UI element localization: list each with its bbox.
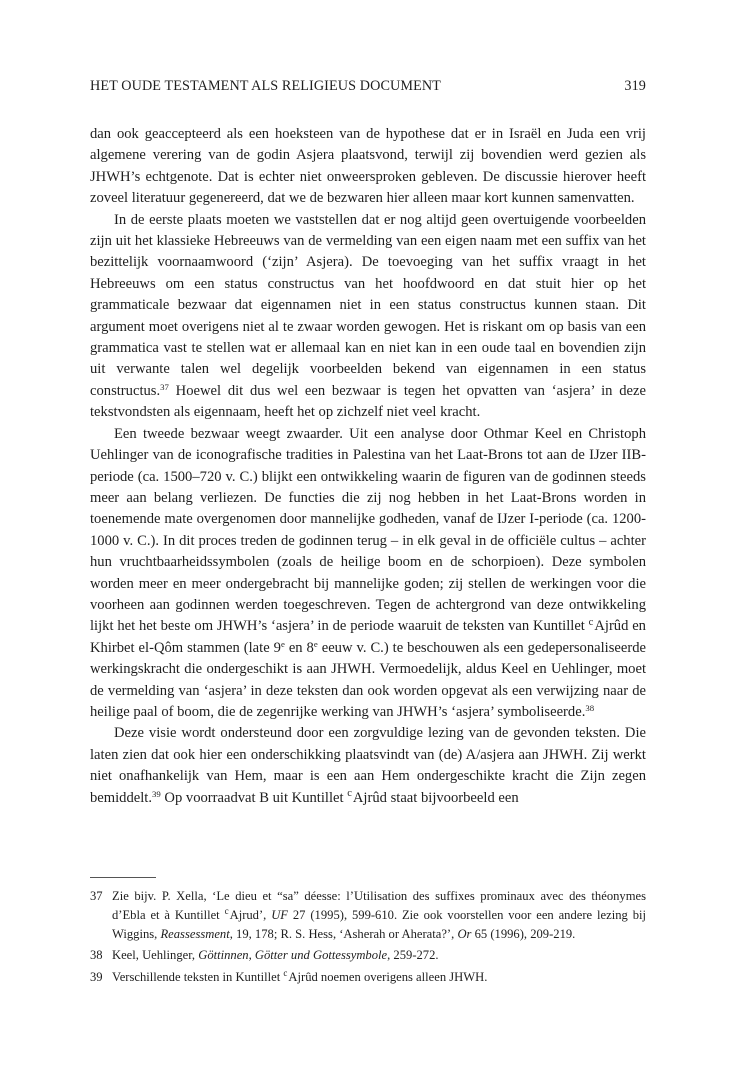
footnotes: [90, 887, 646, 990]
footnote-37: [90, 887, 646, 943]
footnote-number: 37: [90, 889, 103, 903]
footnote-text-part: 27 (1995), 599-610. Zie ook voorstellen voor een andere lezing bij Wiggins,: [112, 907, 646, 941]
footnote-ref-37[interactable]: 37: [160, 381, 169, 392]
paragraph-text: Ajrûd staat bijvoorbeeld een: [352, 789, 519, 806]
footnote-ref-39[interactable]: 39: [152, 788, 161, 799]
paragraph-text: Hoewel dit dus wel een bezwaar is tegen het opvatten van ‘asjera’ in deze tekstvondsten als eigennaam, heeft het op zichzelf niet veel kracht.: [90, 382, 646, 421]
paragraph-3: [90, 424, 646, 724]
journal-title: UF: [271, 907, 288, 922]
footnote-39: [90, 968, 646, 987]
footnote-text-part: Zie bijv. P. Xella, ‘Le dieu et “sa” déesse: l’Utilisation des suffixes prominaux avec des théonymes d’Ebla et à Kuntillet: [112, 889, 646, 922]
ordinal-suffix: e: [280, 638, 285, 649]
body-text: [90, 124, 646, 809]
journal-title: Or: [457, 926, 472, 941]
footnote-text-part: 65 (1996), 209-219.: [471, 926, 576, 941]
paragraph-2: [90, 210, 646, 424]
footnote-separator: [90, 877, 156, 878]
footnote-text: [112, 887, 646, 943]
running-head: [90, 78, 646, 100]
footnote-text: [112, 968, 646, 987]
footnote-text-part: , 19, 178; R. S. Hess, ‘Asherah or Aherata?’,: [229, 926, 458, 941]
footnote-text-part: Keel, Uehlinger,: [112, 948, 199, 963]
ordinal-suffix: e: [313, 638, 318, 649]
paragraph-text: eeuw v. C.) te beschouwen als een gedepersonaliseerde werkingskracht die ondergeschikt is aan JHWH. Vermoedelijk, aldus Keel en Uehlinger, moet de vermelding van ‘asjera’ in deze teksten dan ook worden opgevat als een verwijzing naar de heilige paal of boom, die de zegenrijke werking van JHWH’s ‘asjera’ symboliseerde.: [90, 639, 646, 720]
footnote-text-part: , 259-272.: [387, 948, 439, 963]
paragraph-1: [90, 124, 646, 210]
ayin-mark: c: [224, 905, 229, 916]
footnote-text: [112, 946, 646, 965]
ayin-mark: c: [347, 787, 352, 799]
paragraph-text: dan ook geaccepteerd als een hoeksteen van de hypothese dat er in Israël en Juda een vrij algemene verering van de godin Asjera plaatsvond, terwijl zij bovendien werd gezien als JHWH’s echtgenote. Dat is echter niet onweersproken gebleven. De discussie hierover heeft zoveel literatuur gegenereerd, dat we de bezwaren hier alleen maar kort kunnen samenvatten.: [90, 126, 646, 207]
footnote-text-part: Ajrûd noemen overigens alleen JHWH.: [288, 970, 488, 985]
paragraph-text: In de eerste plaats moeten we vaststellen dat er nog altijd geen overtuigende voorbeelden zijn uit het klassieke Hebreeuws van de vermelding van een eigen naam met een suffix van het bezittelijk voornaamwoord (‘zijn’ Asjera). De toevoeging van het suffix vraagt in het Hebreeuws om een status constructus van het hoofdwoord en dat stuit hier op het grammaticale bezwaar dat eigennamen niet in een status constructus kunnen staan. Dit argument moet overigens niet al te zwaar worden gewogen. Het is riskant om op basis van een grammatica vast te stellen wat er allemaal kan en niet kan in een oude taal en bovendien zijn uit verwante talen wel degelijk voorbeelden bekend van eigennamen in een status constructus.: [90, 211, 646, 399]
footnote-number: 39: [90, 970, 103, 985]
footnote-38: [90, 946, 646, 965]
paragraph-text: Ajrûd en Khirbet el-Qôm stammen (late 9: [90, 618, 646, 656]
footnote-text-part: Ajrud’,: [229, 907, 272, 922]
paragraph-text: Op voorraadvat B uit Kuntillet: [160, 789, 348, 806]
running-title: HET OUDE TESTAMENT ALS RELIGIEUS DOCUMENT: [90, 78, 441, 94]
paragraph-text: Een tweede bezwaar weegt zwaarder. Uit een analyse door Othmar Keel en Christoph Uehlinger van de iconografische tradities in Palestina van het Laat-Brons tot aan de IJzer IIB-periode (ca. 1500–720 v. C.) blijkt een ontwikkeling waarin de figuren van de godinnen steeds meer aan belang verliezen. De functies die zij nog hebben in het Laat-Brons worden in toenemende mate overgenomen door mannelijke godheden, vanaf de IJzer I-periode (ca. 1200-1000 v. C.). In dit proces treden de godinnen terug – in elk geval in de officiële cultus – achter hun vruchtbaarheidssymbolen (zoals de heilige boom en de schorpioen). Deze symbolen worden meer en meer ondergebracht bij mannelijke goden; zij stellen de werkingen voor die voorheen aan godinnen werden toegeschreven. Tegen de achtergrond van deze ontwikkeling lijkt het het beste om JHWH’s ‘asjera’ in de periode waaruit de teksten van Kuntillet: [90, 425, 646, 635]
paragraph-4: [90, 723, 646, 809]
footnote-number: 38: [90, 948, 103, 963]
footnote-ref-38[interactable]: 38: [585, 702, 595, 713]
paragraph-text: en 8: [284, 639, 314, 656]
page: [90, 78, 646, 809]
page-number: 319: [624, 78, 646, 94]
paragraph-text: Deze visie wordt ondersteund door een zorgvuldige lezing van de gevonden teksten. Die laten zien dat ook hier een onderschikking plaatsvindt van (de) A/asjera aan JHWH. Zij werkt niet onafhankelijk van Hem, maar is een aan Hem ondergeschikte kracht die Zijn zegen bemiddelt.: [90, 725, 646, 806]
ayin-mark: c: [588, 616, 594, 628]
book-title: Reassessment: [160, 926, 230, 941]
footnote-text-part: Verschillende teksten in Kuntillet: [112, 970, 284, 985]
book-title: Göttinnen, Götter und Gottessymbole: [198, 948, 388, 963]
ayin-mark: c: [283, 968, 288, 979]
